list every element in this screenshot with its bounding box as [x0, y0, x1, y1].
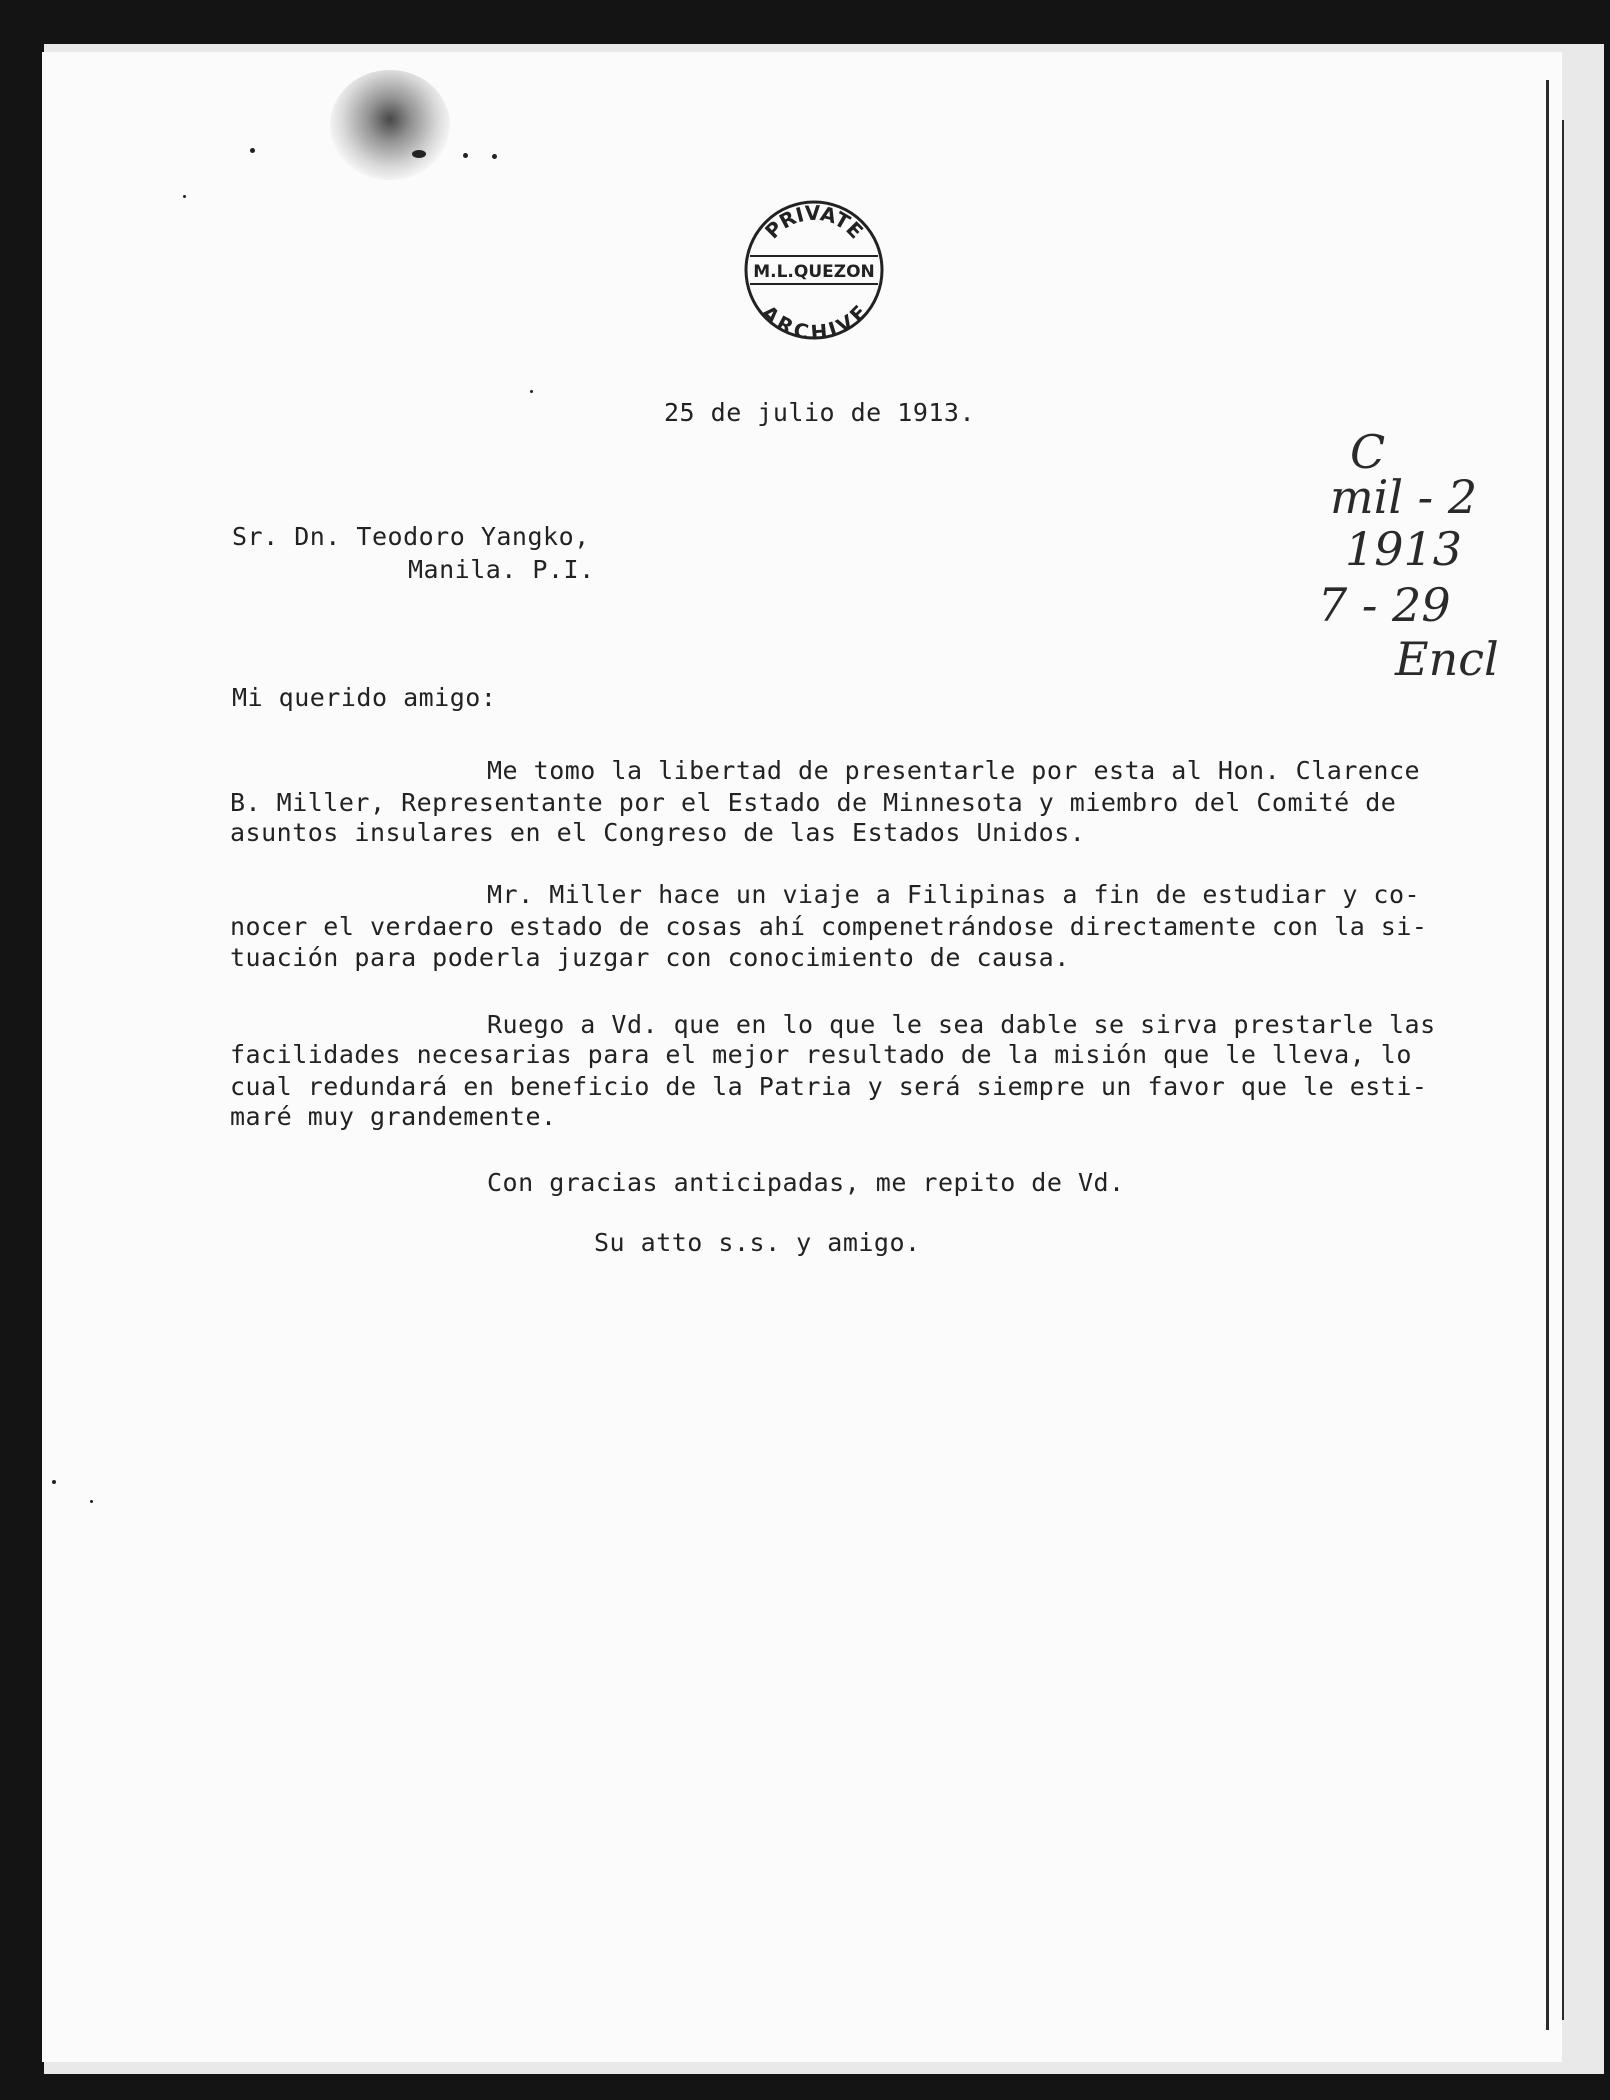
recipient-city: Manila. P.I. — [408, 555, 595, 584]
speck — [52, 1480, 56, 1484]
speck — [530, 390, 533, 393]
closing-line: Con gracias anticipadas, me repito de Vd. — [487, 1168, 1125, 1197]
paragraph-line: Me tomo la libertad de presentarle por esta al Hon. Clarence — [487, 756, 1421, 785]
sheet-edge — [1546, 80, 1549, 2030]
paragraph-line: B. Miller, Representante por el Estado de Minnesota y miembro del Comité de — [230, 788, 1397, 817]
stamp-middle-text: M.L.QUEZON — [753, 262, 875, 282]
letter-date: 25 de julio de 1913. — [664, 398, 976, 427]
stamp-bottom-text: ARCHIVE — [756, 300, 872, 342]
paragraph-line: maré muy grandemente. — [230, 1102, 557, 1131]
handwritten-note: Encl — [1395, 632, 1499, 686]
speck — [183, 195, 186, 198]
archive-stamp — [742, 198, 886, 342]
stamp-top-text: PRIVATE — [760, 200, 868, 244]
handwritten-note: 1913 — [1345, 522, 1463, 576]
paragraph-line: Ruego a Vd. que en lo que le sea dable se sirva prestarle las — [487, 1010, 1436, 1039]
handwritten-note: C — [1350, 425, 1386, 479]
paragraph-line: facilidades necesarias para el mejor resultado de la misión que le lleva, lo — [230, 1040, 1412, 1069]
speck — [250, 148, 255, 153]
paragraph-line: nocer el verdaero estado de cosas ahí compenetrándose directamente con la si- — [230, 912, 1428, 941]
signature-line: Su atto s.s. y amigo. — [594, 1228, 921, 1257]
salutation: Mi querido amigo: — [232, 683, 497, 712]
speck — [90, 1500, 93, 1503]
sheet-edge — [1562, 120, 1564, 2020]
paragraph-line: tuación para poderla juzgar con conocimiento de causa. — [230, 943, 1070, 972]
speck — [492, 154, 497, 159]
handwritten-note: 7 - 29 — [1318, 578, 1451, 632]
paragraph-line: asuntos insulares en el Congreso de las Estados Unidos. — [230, 818, 1086, 847]
speck — [463, 153, 468, 158]
ink-smudge — [330, 70, 450, 180]
speck — [412, 150, 426, 158]
stamp-graphic — [742, 198, 886, 342]
handwritten-note: mil - 2 — [1330, 470, 1478, 524]
recipient-name: Sr. Dn. Teodoro Yangko, — [232, 522, 590, 551]
paragraph-line: cual redundará en beneficio de la Patria y será siempre un favor que le esti- — [230, 1072, 1428, 1101]
paragraph-line: Mr. Miller hace un viaje a Filipinas a fin de estudiar y co- — [487, 880, 1421, 909]
